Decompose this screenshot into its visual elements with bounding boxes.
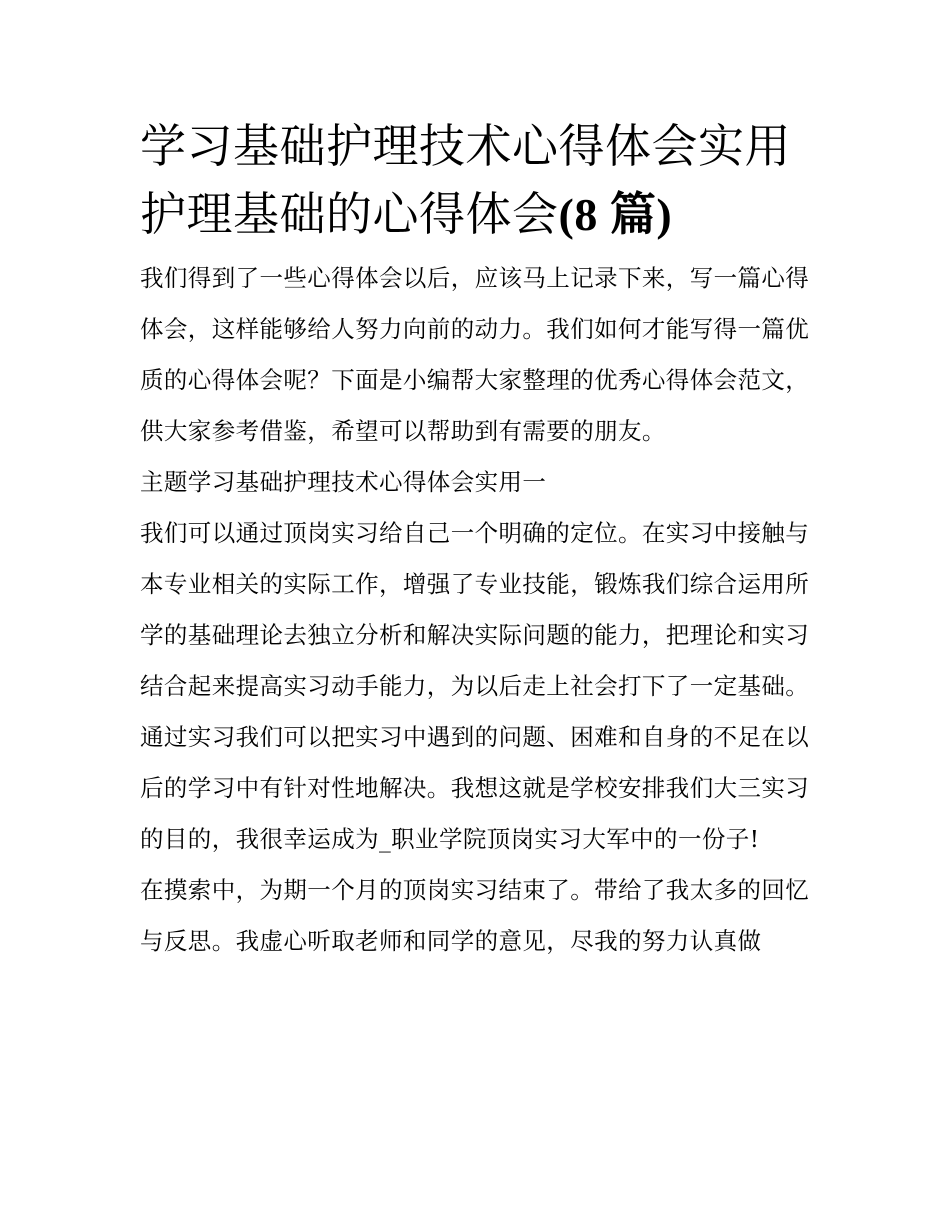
body-paragraph: 在摸索中，为期一个月的顶岗实习结束了。带给了我太多的回忆与反思。我虚心听取老师和同学的意见，尽我的努力认真做 [140,876,810,955]
document-title [140,112,820,249]
document-body [140,112,820,967]
intro-paragraph: 我们得到了一些心得体会以后，应该马上记录下来，写一篇心得体会，这样能够给人努力向前的动力。我们如何才能写得一篇优质的心得体会呢？下面是小编帮大家整理的优秀心得体会范文，供大家参考借鉴，希望可以帮助到有需要的朋友。 [140,264,810,445]
title-count: (8 篇) [558,189,673,240]
section-heading: 主题学习基础护理技术心得体会实用一 [140,468,547,496]
title-main: 学习基础护理技术心得体会实用 护理基础的心得体会 [140,119,791,241]
body-paragraph: 我们可以通过顶岗实习给自己一个明确的定位。在实习中接触与本专业相关的实际工作，增强了专业技能，锻炼我们综合运用所学的基础理论去独立分析和解决实际问题的能力，把理论和实习结合起来提高实习动手能力，为以后走上社会打下了一定基础。 [140,519,810,700]
body-paragraph: 通过实习我们可以把实习中遇到的问题、困难和自身的不足在以后的学习中有针对性地解决。我想这就是学校安排我们大三实习的目的，我很幸运成为_职业学院顶岗实习大军中的一份子! [140,723,810,853]
